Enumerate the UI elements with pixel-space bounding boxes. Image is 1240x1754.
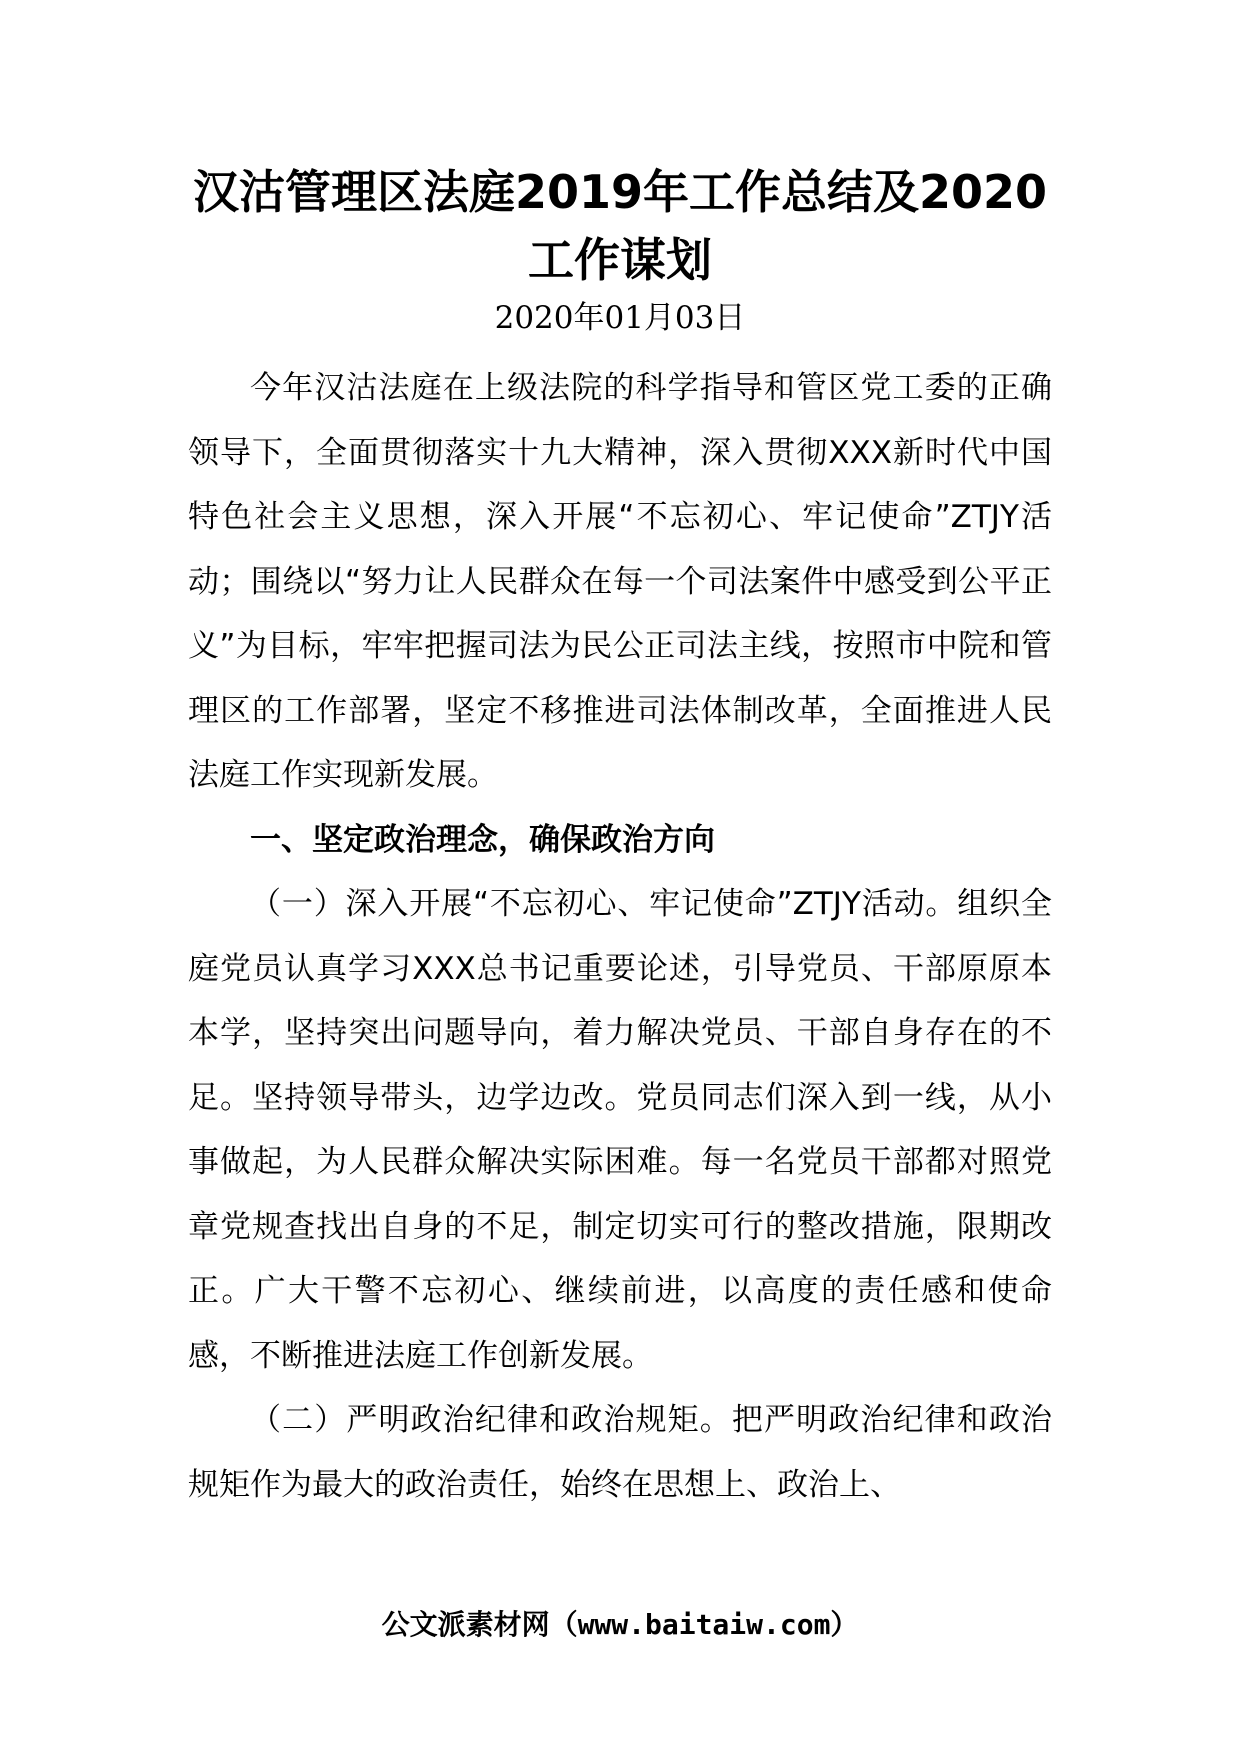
section-heading: 一、坚定政治理念，确保政治方向	[250, 821, 715, 858]
section-paragraph-1: （一）深入开展“不忘初心、牢记使命”ZTJY活动。组织全庭党员认真学习XXX总书记重要论述，引导党员、干部原原本本学，坚持突出问题导向，着力解决党员、干部自身存在的不足。坚持领导带头，边学边改。党员同志们深入到一线，从小事做起，为人民群众解决实际困难。每一名党员干部都对照党章党规查找出自身的不足，制定切实可行的整改措施，限期改正。广大干警不忘初心、继续前进，以高度的责任感和使命感，不断推进法庭工作创新发展。	[188, 886, 1052, 1374]
document-body	[188, 356, 1052, 1517]
section-paragraph-2: （二）严明政治纪律和政治规矩。把严明政治纪律和政治规矩作为最大的政治责任，始终在思想上、政治上、	[188, 1402, 1052, 1503]
document-date: 2020年01月03日	[494, 300, 746, 336]
watermark-footer: 公文派素材网（www.baitaiw.com）	[381, 1608, 859, 1641]
intro-paragraph: 今年汉沽法庭在上级法院的科学指导和管区党工委的正确领导下，全面贯彻落实十九大精神，深入贯彻XXX新时代中国特色社会主义思想，深入开展“不忘初心、牢记使命”ZTJY活动；围绕以“努力让人民群众在每一个司法案件中感受到公平正义”为目标，牢牢把握司法为民公正司法主线，按照市中院和管理区的工作部署，坚定不移推进司法体制改革，全面推进人民法庭工作实现新发展。	[188, 370, 1052, 793]
document-title: 汉沽管理区法庭2019年工作总结及2020工作谋划	[192, 165, 1048, 287]
